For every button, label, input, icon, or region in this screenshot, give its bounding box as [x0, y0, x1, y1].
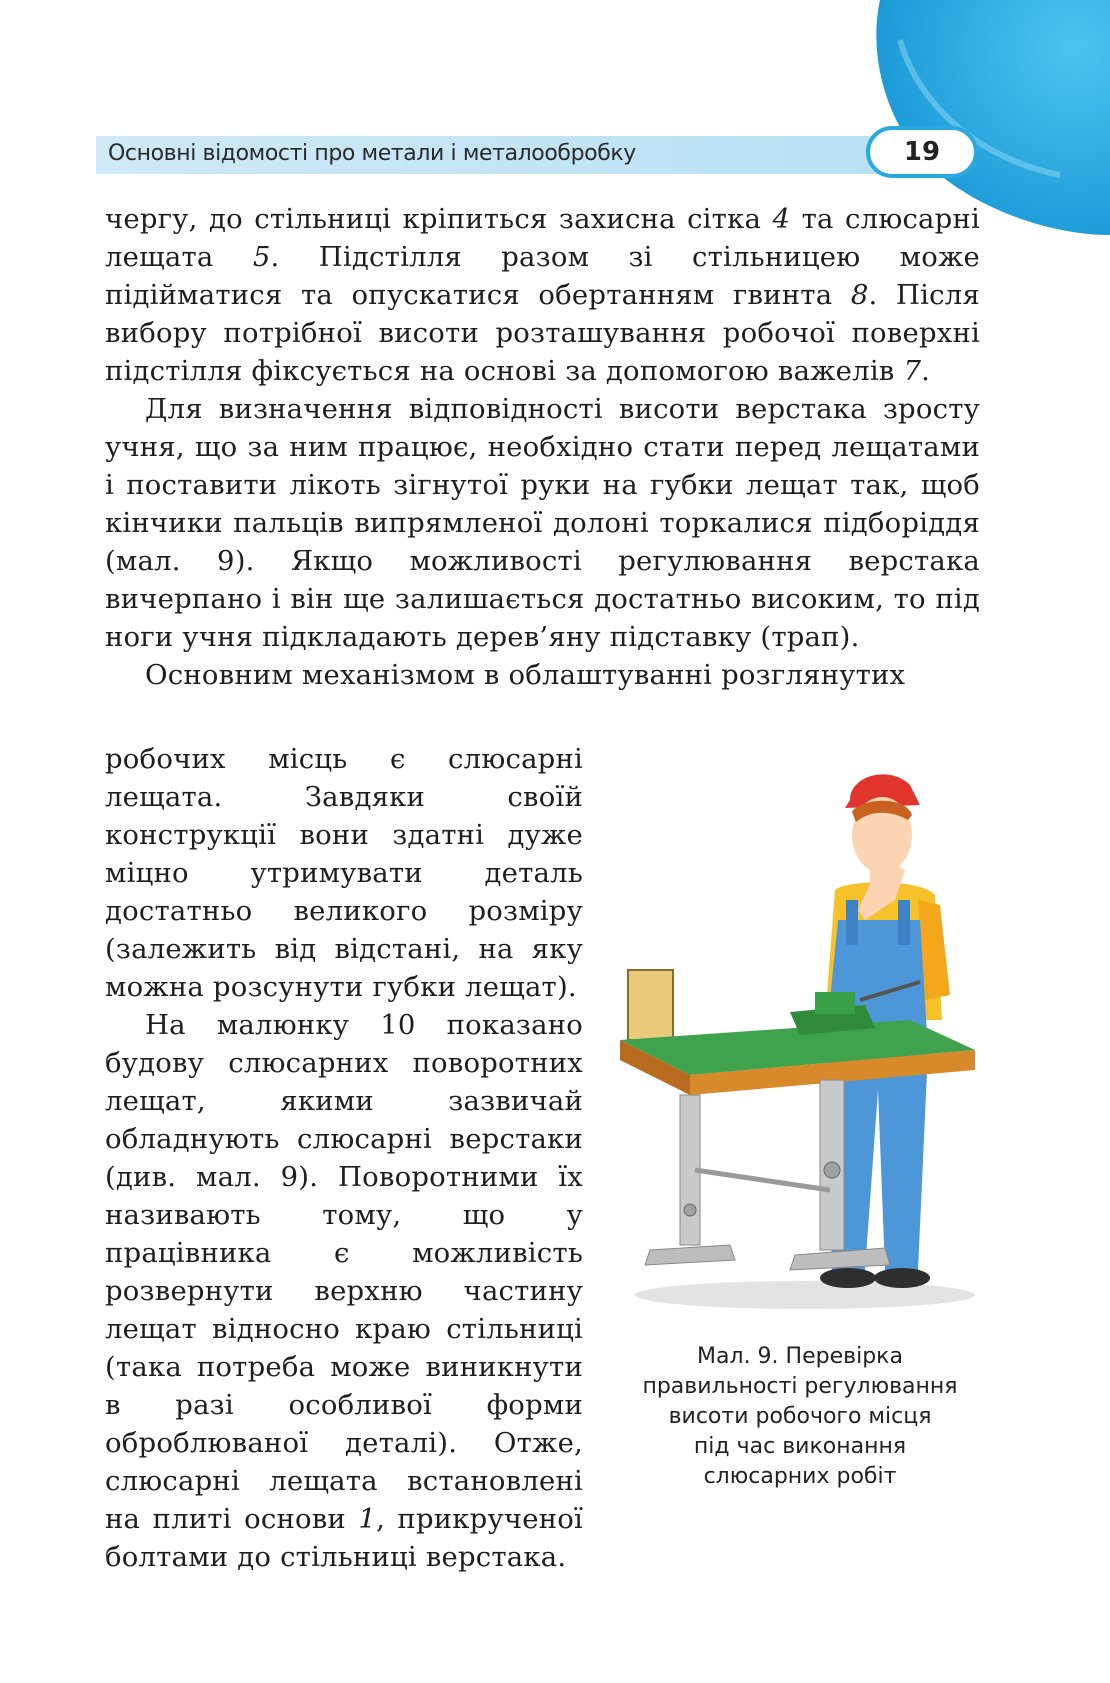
paragraph-4	[105, 1006, 583, 1576]
ref-number: 4	[772, 203, 791, 235]
caption-line: слюсарних робіт	[703, 1464, 897, 1489]
ref-number: 1	[358, 1503, 377, 1535]
paragraph-3: робочих місць є слюсарні лещата. Завдяки своїй конструкції вони здатні дуже міцно утримувати деталь достатньо великого розміру (залежить від відстані, на яку можна розсунути губки лещат).	[105, 743, 583, 1003]
text-run: чергу, до стільниці кріпиться захисна сітка	[105, 203, 773, 235]
body-text-column	[105, 740, 583, 1576]
workbench-illustration	[620, 750, 990, 1330]
text-run: .	[921, 355, 931, 387]
figure-caption	[610, 1342, 990, 1492]
caption-line: під час виконання	[693, 1434, 907, 1459]
paragraph-3-lead: Основним механізмом в облаштуванні розглянутих	[145, 659, 906, 691]
text-run: На малюнку 10 показано будову слюсарних поворотних лещат, якими зазвичай обладнують слюсарні верстаки (див. мал. 9). Поворотними їх називають тому, що у працівника є можливість розвернути верхню частину лещат відносно краю стільниці (така потреба може виникнути в разі особливої форми оброблюваної деталі). Отже, слюсарні лещата встановлені на плиті основи	[105, 1009, 583, 1535]
text-run: . Підстілля разом зі стільницею може підійматися та опускатися обертанням гвинта	[105, 241, 980, 311]
body-text-top	[105, 200, 980, 694]
caption-line: правильності регулювання	[642, 1374, 958, 1399]
ref-number: 5	[252, 241, 271, 273]
caption-line: Мал. 9. Перевірка	[697, 1344, 903, 1369]
paragraph-1	[105, 200, 980, 390]
page-number: 19	[903, 137, 941, 167]
caption-line: висоти робочого місця	[668, 1404, 932, 1429]
running-header-title: Основні відомості про метали і металообробку	[108, 141, 636, 166]
text-run: , прикрученої болтами до стільниці верстака.	[105, 1503, 583, 1573]
paragraph-2: Для визначення відповідності висоти верстака зросту учня, що за ним працює, необхідно стати перед лещатами і поставити лікоть зігнутої руки на губки лещат так, щоб кінчики пальців випрямленої долоні торкалися підборіддя (мал. 9). Якщо можливості регулювання верстака вичерпано і він ще залишається достатньо високим, то під ноги учня підкладають дерев’яну підставку (трап).	[105, 393, 980, 653]
ref-number: 8	[850, 279, 869, 311]
ref-number: 7	[903, 355, 922, 387]
text-run: та слюсарні лещата	[105, 203, 980, 273]
text-run: . Після вибору потрібної висоти розташування робочої поверхні підстілля фіксується на основі за допомогою важелів	[105, 279, 980, 387]
